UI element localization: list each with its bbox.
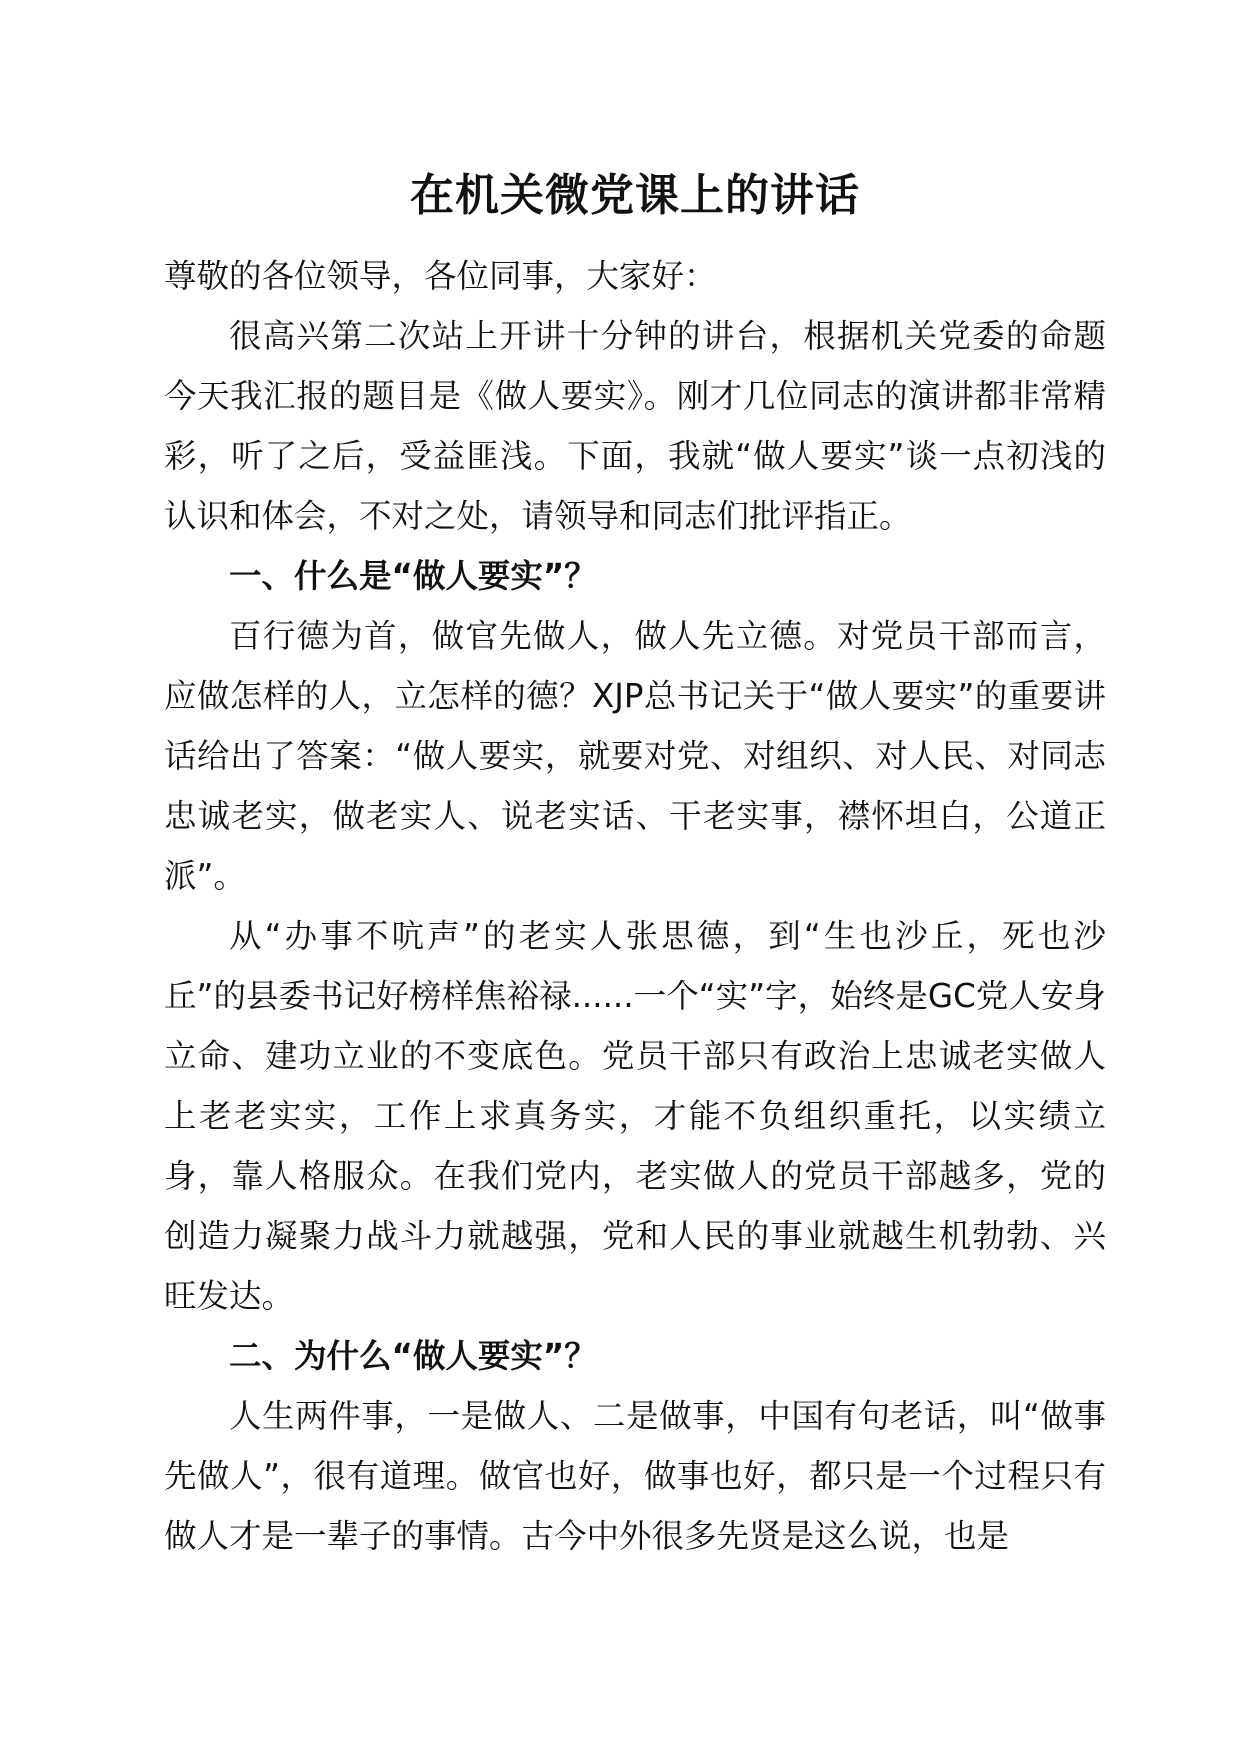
document-title: 在机关微党课上的讲话 bbox=[410, 170, 860, 221]
paragraph-section-2-a: 人生两件事，一是做人、二是做事，中国有句老话，叫“做事先做人”，很有道理。做官也好，做事也好，都只是一个过程只有做人才是一辈子的事情。古今中外很多先贤是这么说，也是 bbox=[164, 1397, 1106, 1555]
paragraph-intro: 很高兴第二次站上开讲十分钟的讲台，根据机关党委的命题今天我汇报的题目是《做人要实》。刚才几位同志的演讲都非常精彩，听了之后，受益匪浅。下面，我就“做人要实”谈一点初浅的认识和体会，不对之处，请领导和同志们批评指正。 bbox=[164, 317, 1106, 535]
section-heading-1: 一、什么是“做人要实”？ bbox=[229, 557, 597, 595]
salutation: 尊敬的各位领导，各位同事，大家好： bbox=[164, 257, 717, 295]
section-heading-2: 二、为什么“做人要实”？ bbox=[229, 1337, 597, 1375]
paragraph-section-1-a: 百行德为首，做官先做人，做人先立德。对党员干部而言，应做怎样的人，立怎样的德？XJP总书记关于“做人要实”的重要讲话给出了答案：“做人要实，就要对党、对组织、对人民、对同志忠诚老实，做老实人、说老实话、干老实事，襟怀坦白，公道正派”。 bbox=[164, 617, 1106, 895]
paragraph-section-1-b: 从“办事不吭声”的老实人张思德，到“生也沙丘，死也沙丘”的县委书记好榜样焦裕禄......一个“实”字，始终是GC党人安身立命、建功立业的不变底色。党员干部只有政治上忠诚老实做人上老老实实，工作上求真务实，才能不负组织重托，以实绩立身，靠人格服众。在我们党内，老实做人的党员干部越多，党的创造力凝聚力战斗力就越强，党和人民的事业就越生机勃勃、兴旺发达。 bbox=[164, 917, 1106, 1315]
document-body bbox=[164, 164, 1106, 1566]
